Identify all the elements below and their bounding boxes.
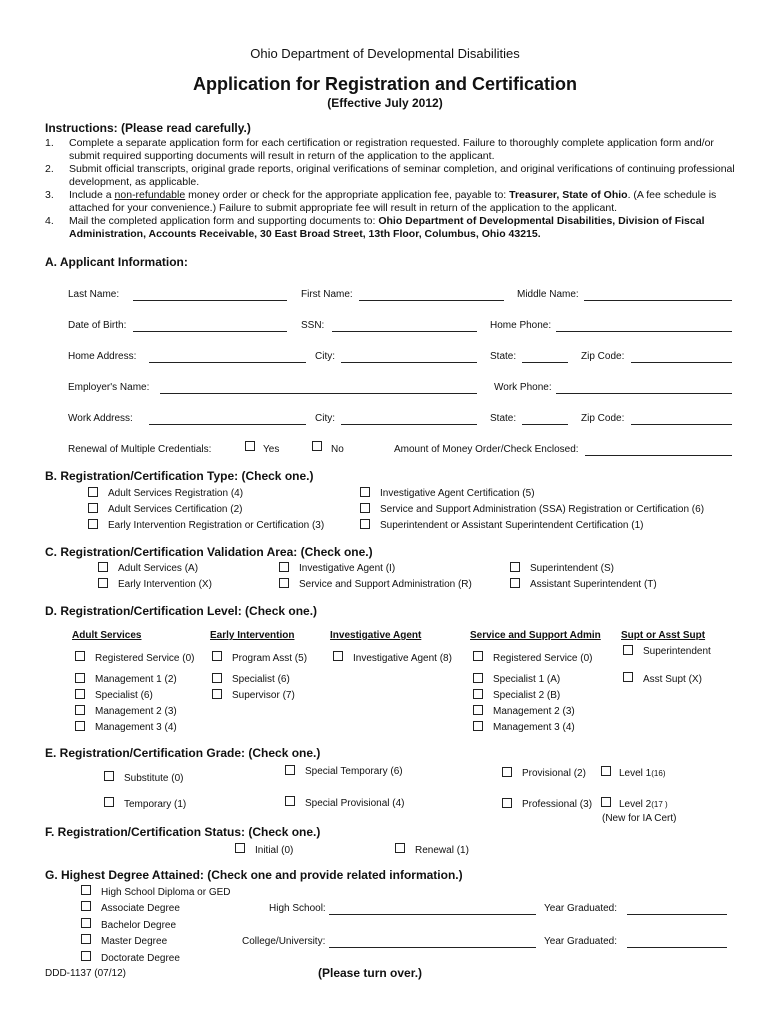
dob-label: Date of Birth: <box>68 320 127 331</box>
amount-label: Amount of Money Order/Check Enclosed: <box>394 444 579 455</box>
work-zip-label: Zip Code: <box>581 413 625 424</box>
middle-name-field[interactable] <box>584 300 732 301</box>
instructions-heading: Instructions: (Please read carefully.) <box>45 121 251 135</box>
instruction-1 <box>45 137 735 163</box>
renewal-no-label: No <box>331 444 344 455</box>
col-investigative-agent: Investigative Agent <box>330 630 422 641</box>
instruction-3-part-c: . (A fee schedule is attached for your convenience.) Failure to submit appropriate fee will result in return of the application to the applicant. <box>69 189 717 214</box>
instruction-4-text <box>69 215 737 241</box>
section-b-heading: B. Registration/Certification Type: (Check one.) <box>45 469 314 483</box>
status-initial-label: Initial (0) <box>255 845 294 856</box>
home-state-label: State: <box>490 351 517 362</box>
home-phone-field[interactable] <box>556 331 732 332</box>
work-phone-field[interactable] <box>556 393 732 394</box>
high-school-label: High School: <box>269 903 326 914</box>
level-ssa-mgmt3-label: Management 3 (4) <box>493 722 575 733</box>
home-zip-field[interactable] <box>631 362 732 363</box>
area-ssa-checkbox[interactable] <box>279 578 289 588</box>
work-state-label: State: <box>490 413 517 424</box>
section-e-heading: E. Registration/Certification Grade: (Check one.) <box>45 746 321 760</box>
home-city-label: City: <box>315 351 335 362</box>
employer-field[interactable] <box>160 393 477 394</box>
agency-name: Ohio Department of Developmental Disabilities <box>250 46 520 61</box>
level-adult-spec-label: Specialist (6) <box>95 690 153 701</box>
last-name-label: Last Name: <box>68 289 120 300</box>
area-asst-supt-checkbox[interactable] <box>510 578 520 588</box>
type-invest-label: Investigative Agent Certification (5) <box>380 488 535 499</box>
level-adult-mgmt3-label: Management 3 (4) <box>95 722 177 733</box>
grade-temporary-checkbox[interactable] <box>104 797 114 807</box>
grade-level1-code: (16) <box>651 769 666 778</box>
level-adult-mgmt3-checkbox[interactable] <box>75 721 85 731</box>
grade-level2-code: (17 ) <box>651 800 668 809</box>
grade-level2-checkbox[interactable] <box>601 797 611 807</box>
first-name-field[interactable] <box>359 300 504 301</box>
section-g-heading: G. Highest Degree Attained: (Check one and provide related information.) <box>45 868 463 882</box>
area-invest-checkbox[interactable] <box>279 562 289 572</box>
level-adult-mgmt1-label: Management 1 (2) <box>95 674 177 685</box>
level-early-spec-checkbox[interactable] <box>212 673 222 683</box>
home-state-field[interactable] <box>522 362 568 363</box>
degree-doctor-checkbox[interactable] <box>81 951 91 961</box>
non-refundable-text: non-refundable <box>114 189 186 201</box>
level-adult-mgmt2-checkbox[interactable] <box>75 705 85 715</box>
area-ssa-label: Service and Support Administration (R) <box>299 579 472 590</box>
level-ssa-reg-checkbox[interactable] <box>473 651 483 661</box>
effective-date: (Effective July 2012) <box>327 96 443 110</box>
type-invest-checkbox[interactable] <box>360 487 370 497</box>
level-supt-label: Superintendent <box>643 646 711 657</box>
level-adult-reg-checkbox[interactable] <box>75 651 85 661</box>
grade-provisional-checkbox[interactable] <box>502 767 512 777</box>
instruction-4 <box>45 215 735 241</box>
type-ssa-label: Service and Support Administration (SSA) Registration or Certification (6) <box>380 504 705 515</box>
instruction-2 <box>45 163 735 189</box>
grade-level1-text: Level 1 <box>619 768 652 779</box>
instruction-3-part-b: money order or check for the appropriate application fee, payable to: <box>185 189 510 201</box>
area-adult-checkbox[interactable] <box>98 562 108 572</box>
middle-name-label: Middle Name: <box>517 289 579 300</box>
level-ssa-spec2-label: Specialist 2 (B) <box>493 690 561 701</box>
section-d-heading: D. Registration/Certification Level: (Check one.) <box>45 604 318 618</box>
type-supt-label: Superintendent or Assistant Superintendent Certification (1) <box>380 520 644 531</box>
level-ssa-reg-label: Registered Service (0) <box>493 653 593 664</box>
area-adult-label: Adult Services (A) <box>118 563 199 574</box>
degree-bach-label: Bachelor Degree <box>101 920 177 931</box>
col-early-intervention: Early Intervention <box>210 630 295 641</box>
type-adult-reg-label: Adult Services Registration (4) <box>108 488 244 499</box>
level-early-super-label: Supervisor (7) <box>232 690 295 701</box>
grade-level2-text: Level 2 <box>619 799 652 810</box>
college-year-label: Year Graduated: <box>544 936 618 947</box>
degree-bach-checkbox[interactable] <box>81 918 91 928</box>
col-ssa: Service and Support Admin <box>470 630 601 641</box>
instruction-3-text <box>69 189 737 215</box>
type-early-int-label: Early Intervention Registration or Certification (3) <box>108 520 325 531</box>
level-early-spec-label: Specialist (6) <box>232 674 290 685</box>
work-address-field[interactable] <box>149 424 306 425</box>
area-early-label: Early Intervention (X) <box>118 579 212 590</box>
work-city-label: City: <box>315 413 335 424</box>
renewal-label: Renewal of Multiple Credentials: <box>68 444 212 455</box>
type-supt-checkbox[interactable] <box>360 519 370 529</box>
instruction-2-number: 2. <box>45 163 54 175</box>
college-label: College/University: <box>242 936 326 947</box>
work-city-field[interactable] <box>341 424 477 425</box>
instruction-1-number: 1. <box>45 137 54 149</box>
dob-field[interactable] <box>133 331 287 332</box>
level-ssa-mgmt2-label: Management 2 (3) <box>493 706 575 717</box>
degree-doctor-label: Doctorate Degree <box>101 953 180 964</box>
type-early-int-checkbox[interactable] <box>88 519 98 529</box>
grade-special-temp-checkbox[interactable] <box>285 765 295 775</box>
grade-level1-checkbox[interactable] <box>601 766 611 776</box>
level-adult-mgmt2-label: Management 2 (3) <box>95 706 177 717</box>
last-name-field[interactable] <box>133 300 287 301</box>
section-a-heading: A. Applicant Information: <box>45 255 188 269</box>
home-address-label: Home Address: <box>68 351 137 362</box>
type-adult-cert-checkbox[interactable] <box>88 503 98 513</box>
section-c-heading: C. Registration/Certification Validation Area: (Check one.) <box>45 545 373 559</box>
level-adult-spec-checkbox[interactable] <box>75 689 85 699</box>
level-adult-mgmt1-checkbox[interactable] <box>75 673 85 683</box>
level-asst-supt-checkbox[interactable] <box>623 672 633 682</box>
degree-master-checkbox[interactable] <box>81 934 91 944</box>
high-school-field[interactable] <box>329 914 536 915</box>
home-city-field[interactable] <box>341 362 477 363</box>
status-renewal-label: Renewal (1) <box>415 845 469 856</box>
area-supt-label: Superintendent (S) <box>530 563 614 574</box>
payee-text: Treasurer, State of Ohio <box>509 189 628 201</box>
mailing-address-text: Ohio Department of Developmental Disabilities, Division of Fiscal Administration, Accounts Receivable, 30 East Broad Street, 13th Floor, Columbus, Ohio 43215. <box>69 215 705 240</box>
renewal-no-checkbox[interactable] <box>312 441 322 451</box>
form-number: DDD-1137 (07/12) <box>45 968 126 979</box>
level-early-asst-checkbox[interactable] <box>212 651 222 661</box>
grade-substitute-checkbox[interactable] <box>104 771 114 781</box>
status-initial-checkbox[interactable] <box>235 843 245 853</box>
area-supt-checkbox[interactable] <box>510 562 520 572</box>
grade-provisional-label: Provisional (2) <box>522 768 586 779</box>
ssn-label: SSN: <box>301 320 325 331</box>
grade-special-prov-label: Special Provisional (4) <box>305 798 405 809</box>
level-ssa-spec1-label: Specialist 1 (A) <box>493 674 561 685</box>
level-early-asst-label: Program Asst (5) <box>232 653 308 664</box>
col-supt: Supt or Asst Supt <box>621 630 706 641</box>
work-state-field[interactable] <box>522 424 568 425</box>
hs-year-label: Year Graduated: <box>544 903 618 914</box>
type-ssa-checkbox[interactable] <box>360 503 370 513</box>
instruction-4-part-a: Mail the completed application form and supporting documents to: <box>69 215 379 227</box>
amount-field[interactable] <box>585 455 732 456</box>
degree-assoc-label: Associate Degree <box>101 903 180 914</box>
grade-level1-label <box>619 768 665 779</box>
work-phone-label: Work Phone: <box>494 382 552 393</box>
level-ssa-spec1-checkbox[interactable] <box>473 673 483 683</box>
instruction-3 <box>45 189 735 215</box>
renewal-yes-checkbox[interactable] <box>245 441 255 451</box>
instruction-4-number: 4. <box>45 215 54 227</box>
level-ssa-mgmt2-checkbox[interactable] <box>473 705 483 715</box>
status-renewal-checkbox[interactable] <box>395 843 405 853</box>
first-name-label: First Name: <box>301 289 353 300</box>
home-phone-label: Home Phone: <box>490 320 552 331</box>
instruction-3-part-a: Include a <box>69 189 115 201</box>
degree-master-label: Master Degree <box>101 936 168 947</box>
type-adult-reg-checkbox[interactable] <box>88 487 98 497</box>
level-ssa-spec2-checkbox[interactable] <box>473 689 483 699</box>
level-asst-supt-label: Asst Supt (X) <box>643 674 702 685</box>
degree-hs-label: High School Diploma or GED <box>101 887 231 898</box>
hs-year-field[interactable] <box>627 914 727 915</box>
grade-special-temp-label: Special Temporary (6) <box>305 766 403 777</box>
level-early-super-checkbox[interactable] <box>212 689 222 699</box>
form-title: Application for Registration and Certification <box>192 74 578 94</box>
area-invest-label: Investigative Agent (I) <box>299 563 396 574</box>
grade-temporary-label: Temporary (1) <box>124 799 187 810</box>
instruction-2-text: Submit official transcripts, original grade reports, original verifications of seminar completion, and original verifications of continuing professional development, as applicable. <box>69 163 735 188</box>
area-early-checkbox[interactable] <box>98 578 108 588</box>
col-adult-services: Adult Services <box>72 630 142 641</box>
type-adult-cert-label: Adult Services Certification (2) <box>108 504 243 515</box>
level-ssa-mgmt3-checkbox[interactable] <box>473 721 483 731</box>
grade-professional-checkbox[interactable] <box>502 798 512 808</box>
home-address-field[interactable] <box>149 362 306 363</box>
grade-substitute-label: Substitute (0) <box>124 773 184 784</box>
work-address-label: Work Address: <box>68 413 133 424</box>
college-field[interactable] <box>329 947 536 948</box>
ssn-field[interactable] <box>332 331 477 332</box>
instruction-1-text: Complete a separate application form for each certification or registration requested. Failure to thoroughly complete application form and/or submit required supporting documents will result in return of the application to the applicant. <box>69 137 714 162</box>
employer-label: Employer's Name: <box>68 382 150 393</box>
degree-assoc-checkbox[interactable] <box>81 901 91 911</box>
renewal-yes-label: Yes <box>263 444 280 455</box>
new-for-ia-note: (New for IA Cert) <box>602 813 677 824</box>
work-zip-field[interactable] <box>631 424 732 425</box>
level-adult-reg-label: Registered Service (0) <box>95 653 195 664</box>
level-invest-label: Investigative Agent (8) <box>353 653 452 664</box>
home-zip-label: Zip Code: <box>581 351 625 362</box>
turn-over-note: (Please turn over.) <box>318 966 423 980</box>
level-supt-checkbox[interactable] <box>623 645 633 655</box>
college-year-field[interactable] <box>627 947 727 948</box>
degree-hs-checkbox[interactable] <box>81 885 91 895</box>
grade-level2-label <box>619 799 668 810</box>
section-f-heading: F. Registration/Certification Status: (Check one.) <box>45 825 321 839</box>
grade-special-prov-checkbox[interactable] <box>285 796 295 806</box>
instruction-3-number: 3. <box>45 189 54 201</box>
level-invest-checkbox[interactable] <box>333 651 343 661</box>
area-asst-supt-label: Assistant Superintendent (T) <box>530 579 657 590</box>
grade-professional-label: Professional (3) <box>522 799 593 810</box>
